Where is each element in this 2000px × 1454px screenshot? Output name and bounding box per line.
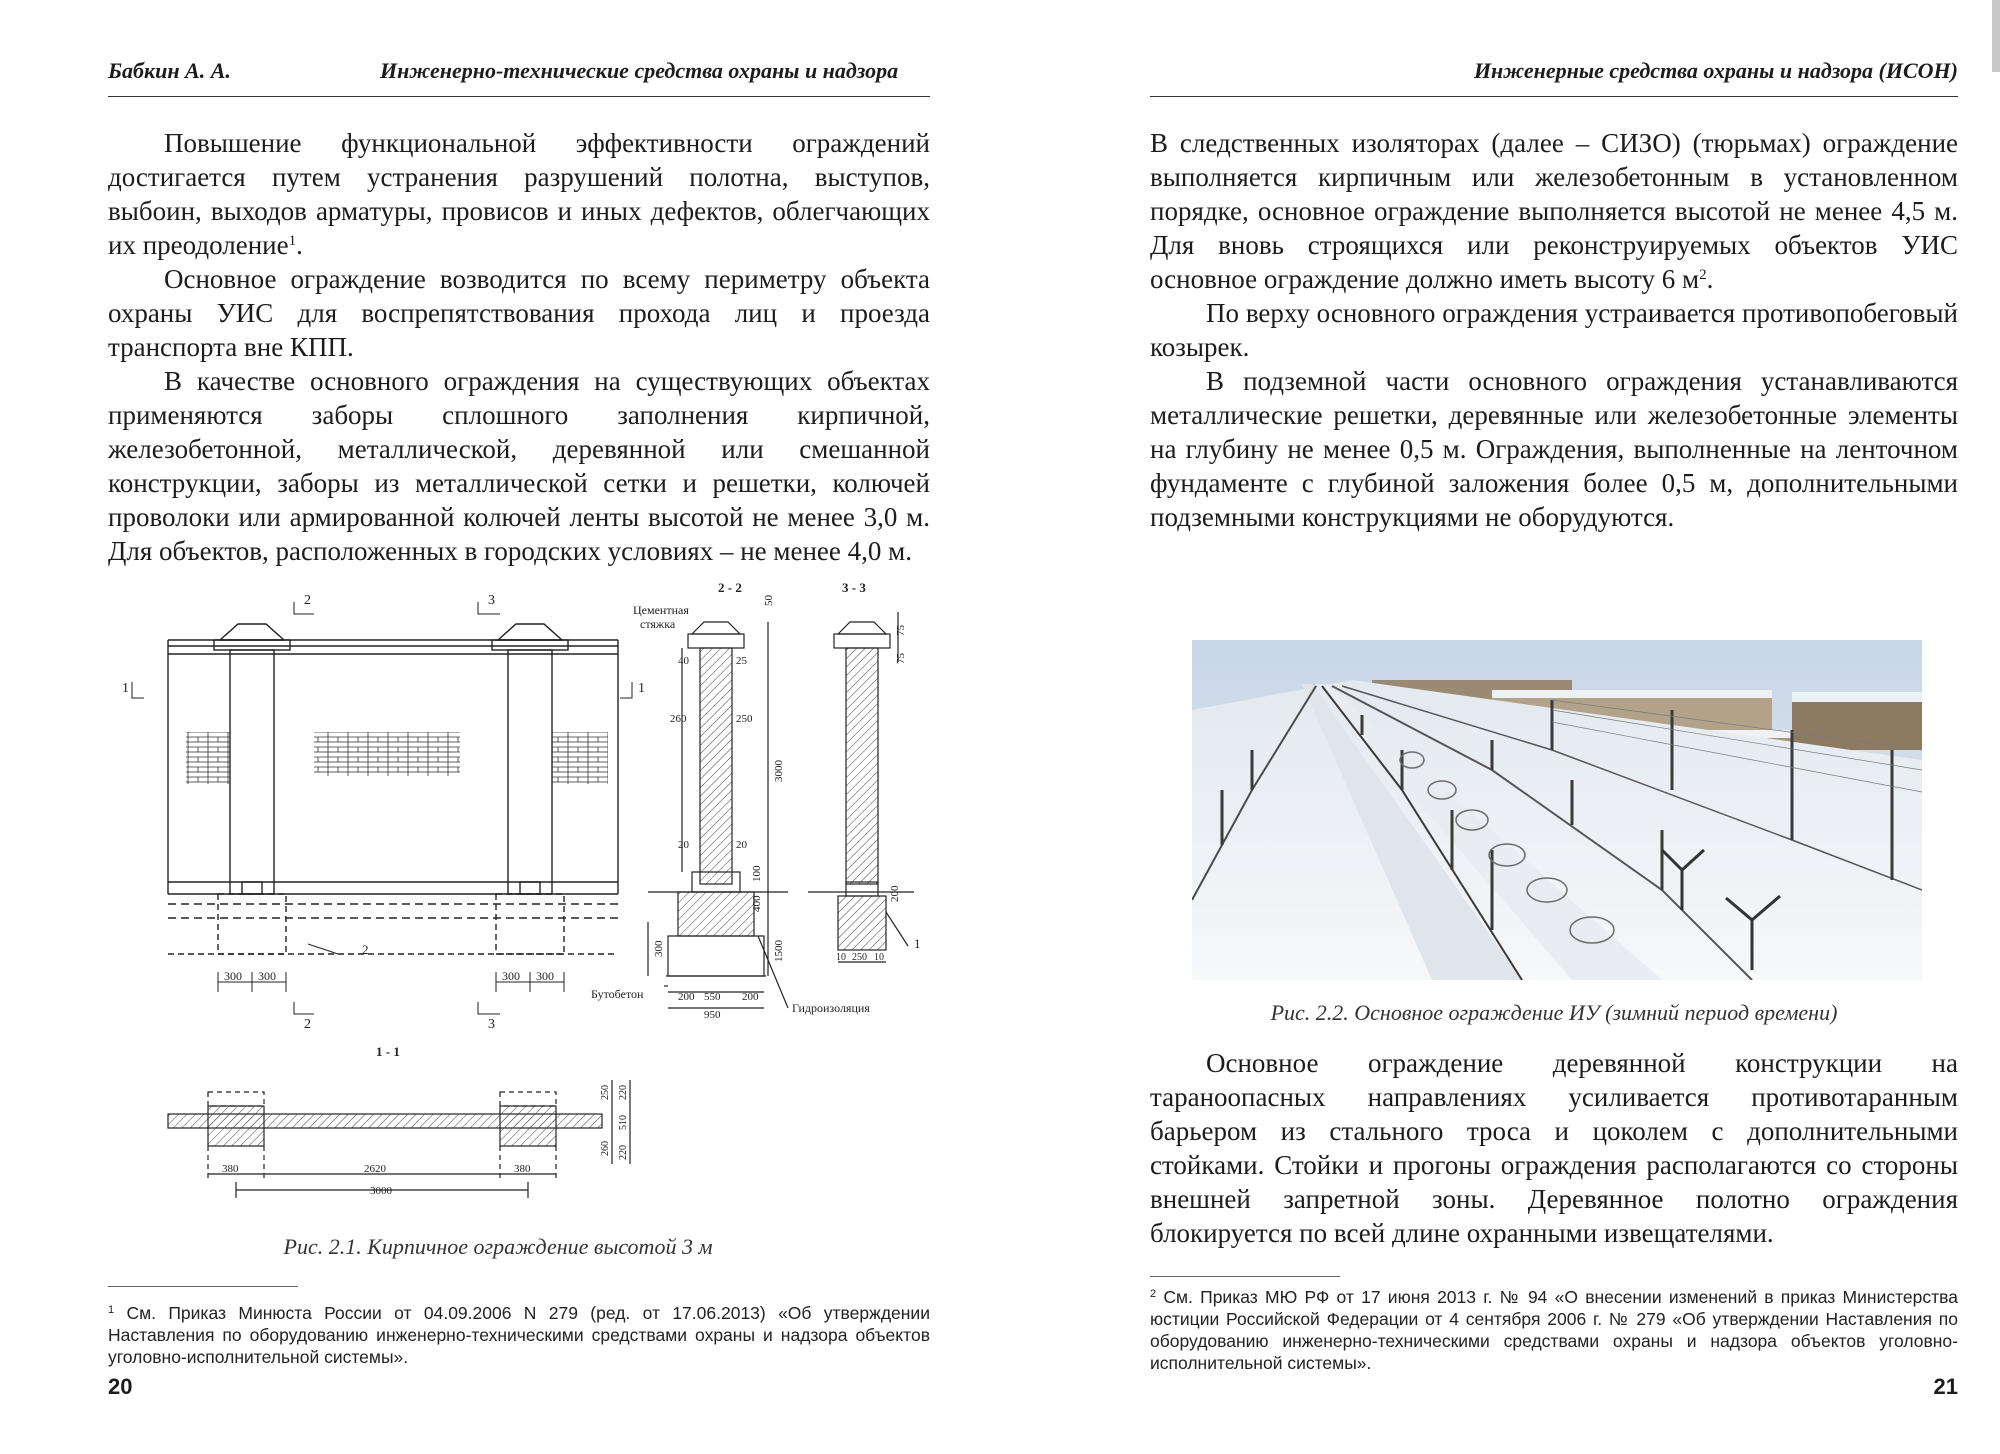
cement-label: стяжка bbox=[640, 617, 676, 631]
section-1-1 bbox=[168, 1080, 630, 1198]
paragraph: В качестве основного ограждения на существующих объектах применяются заборы сплошного заполнения кирпичной, железобетонной, металлической, деревянной или смешанной конструкции, заборы из металлической сетки и решетки, колючей проволоки или армированной колючей ленты высотой не менее 3,0 м. Для объектов, расположенных в городских условиях – не менее 4,0 м. bbox=[108, 366, 930, 566]
dim-label: 1500 bbox=[773, 940, 785, 962]
cut-mark-label: 1 bbox=[638, 681, 645, 696]
cement-label: Цементная bbox=[633, 603, 689, 617]
paragraph: В подземной части основного ограждения устанавливаются металлические решетки, деревянные или железобетонные элементы на глубину не менее 0,5 м. Ограждения, выполненные на ленточном фундаменте с глубиной заложения более 0,5 м, дополнительными подземными конструкциями не оборудуются. bbox=[1150, 366, 1958, 532]
dim-label: 100 bbox=[751, 865, 763, 882]
dim-label: 75 bbox=[895, 625, 907, 636]
dim-label: 2620 bbox=[364, 1163, 386, 1175]
dim-label: 950 bbox=[704, 1009, 721, 1021]
right-body-text-2 bbox=[1150, 1046, 1958, 1250]
left-body-text bbox=[108, 126, 930, 568]
leader-label: 1 bbox=[914, 936, 921, 951]
header-rule bbox=[108, 96, 930, 97]
dim-label: 50 bbox=[763, 595, 775, 606]
footnote-rule bbox=[1150, 1276, 1340, 1277]
prison-fence-photo bbox=[1192, 640, 1922, 980]
dim-label: 300 bbox=[224, 969, 242, 983]
dim-label: 400 bbox=[751, 895, 763, 912]
fence-elevation bbox=[168, 624, 618, 954]
brick-panel-right bbox=[552, 732, 608, 784]
footnote: $^1$ См. Приказ Минюста России от 04.09.2006 N 279 (ред. от 17.06.2013) «Об утверждении Наставления по оборудованию инженерно-техническими средствами охраны и надзора объектов уголовно-исполнительной системы». bbox=[108, 1303, 930, 1367]
fence-photo-illustration bbox=[1192, 640, 1922, 980]
paragraph: По верху основного ограждения устраивается противопобеговый козырек. bbox=[1150, 298, 1958, 362]
cut-mark-label: 2 bbox=[304, 1017, 311, 1032]
dim-label: 3000 bbox=[773, 760, 785, 782]
dim-label: 10 bbox=[874, 952, 884, 963]
dim-label: 250 bbox=[736, 713, 753, 725]
dim-label: 200 bbox=[678, 991, 695, 1003]
hydro-label: Гидроизоляция bbox=[792, 1001, 870, 1015]
footnote-mark: 1 bbox=[108, 1304, 115, 1316]
section-title: 2 - 2 bbox=[718, 582, 742, 595]
dim-label: 260 bbox=[670, 713, 687, 725]
brick-panel-left bbox=[186, 732, 230, 784]
header-rule bbox=[1150, 96, 1958, 97]
figure-caption: Рис. 2.1. Кирпичное ограждение высотой 3 м bbox=[283, 1234, 713, 1259]
section-title: 3 - 3 bbox=[842, 582, 866, 595]
dim-label: 380 bbox=[514, 1163, 531, 1175]
footnote: $^2$ См. Приказ МЮ РФ от 17 июня 2013 г. № 94 «О внесении изменений в приказ Министерства юстиции Российской Федерации от 4 сентября 2006 г. № 279 «Об утверждении Наставления по оборудованию инженерно-техническими средствами охраны и надзора объектов уголовно-исполнительной системы». bbox=[1150, 1287, 1958, 1373]
section-2-2 bbox=[648, 622, 788, 1008]
footnote-ref[interactable]: 1 bbox=[288, 233, 297, 249]
dim-label: 250 bbox=[852, 952, 867, 963]
running-head-title: Инженерно-технические средства охраны и надзора bbox=[380, 58, 899, 83]
paragraph: Основное ограждение возводится по всему периметру объекта охраны УИС для воспрепятствования прохода лиц и проезда транспорта вне КПП. bbox=[108, 264, 930, 362]
dim-label: 260 bbox=[600, 1141, 611, 1156]
dim-label: 300 bbox=[653, 940, 665, 957]
dim-label: 200 bbox=[889, 885, 901, 902]
butobeton-label: Бутобетон bbox=[591, 987, 644, 1001]
dim-label: 10 bbox=[836, 952, 846, 963]
running-head-author: Бабкин А. А. bbox=[108, 58, 231, 83]
footnote-ref[interactable]: 2 bbox=[1699, 267, 1707, 283]
leader-label: 2 bbox=[362, 942, 369, 957]
dim-label: 300 bbox=[502, 969, 520, 983]
paragraph: Основное ограждение деревянной конструкции на тараноопасных направлениях усиливается противотаранным барьером из стального троса и цоколем с дополнительными стойками. Стойки и прогоны ограждения располагаются со стороны внешней запретной зоны. Деревянное полотно ограждения блокируется по всей длине охранными извещателями. bbox=[1150, 1048, 1958, 1248]
dim-label: 300 bbox=[536, 969, 554, 983]
cut-mark-label: 3 bbox=[488, 1017, 495, 1032]
figure-caption: Рис. 2.2. Основное ограждение ИУ (зимний период времени) bbox=[1270, 1000, 1838, 1025]
brick-panel-center bbox=[314, 732, 460, 776]
dim-label: 510 bbox=[618, 1115, 629, 1130]
dim-label: 300 bbox=[258, 969, 276, 983]
dim-label: 200 bbox=[742, 991, 759, 1003]
cut-mark-label: 2 bbox=[304, 593, 311, 608]
paragraph: Повышение функциональной эффективности ограждений достигается путем устранения разрушений полотна, выступов, выбоин, выходов арматуры, провисов и иных дефектов, облегчающих их преодоление$^1$. bbox=[108, 128, 930, 260]
dim-label: 250 bbox=[600, 1085, 611, 1100]
footnote-rule bbox=[108, 1286, 298, 1287]
page-number: 20 bbox=[108, 1374, 133, 1399]
right-body-text bbox=[1150, 126, 1958, 534]
running-head-title: Инженерные средства охраны и надзора (ИСОН) bbox=[1473, 58, 1958, 83]
paragraph: В следственных изоляторах (далее – СИЗО) (тюрьмах) ограждение выполняется кирпичным или железобетонным в установленном порядке, основное ограждение выполняется высотой не менее 4,5 м. Для вновь строящихся или реконструируемых объектов УИС основное ограждение должно иметь высоту 6 $м^2$. bbox=[1150, 128, 1958, 294]
dim-label: 3000 bbox=[370, 1185, 392, 1197]
dim-label: 40 bbox=[678, 655, 689, 667]
footnote-mark: 2 bbox=[1150, 1288, 1157, 1300]
brick-fence-drawing bbox=[108, 582, 938, 1232]
cut-mark-label: 3 bbox=[488, 593, 495, 608]
dim-label: 20 bbox=[736, 839, 747, 851]
dim-label: 380 bbox=[222, 1163, 239, 1175]
section-title: 1 - 1 bbox=[376, 1044, 400, 1059]
cut-mark-label: 1 bbox=[122, 681, 129, 696]
dim-label: 20 bbox=[678, 839, 689, 851]
page-number: 21 bbox=[1933, 1374, 1958, 1399]
dim-label: 550 bbox=[704, 991, 721, 1003]
dim-label: 220 bbox=[618, 1145, 629, 1160]
dim-label: 220 bbox=[618, 1085, 629, 1100]
page-edge-marker bbox=[1992, 0, 2000, 72]
dim-label: 75 bbox=[895, 653, 907, 664]
dim-label: 25 bbox=[736, 655, 747, 667]
